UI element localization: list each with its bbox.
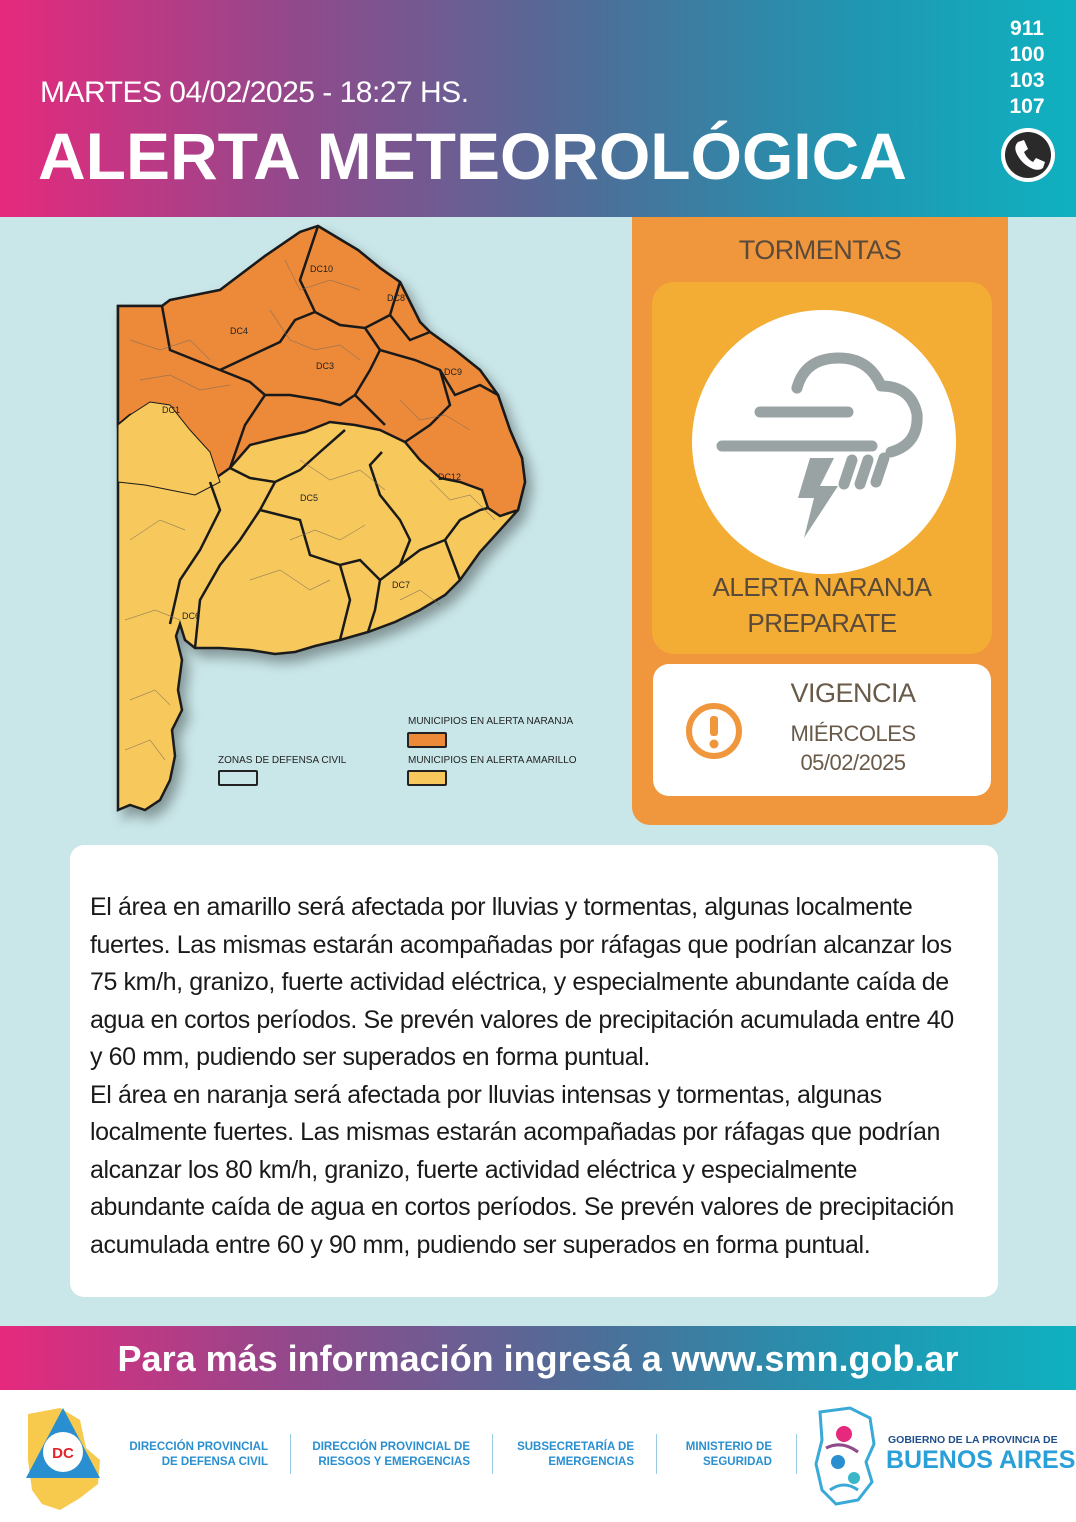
org-defensa-civil	[118, 1440, 268, 1470]
alert-level: ALERTA NARANJA	[712, 572, 932, 602]
org-line: DIRECCIÓN PROVINCIAL DE	[312, 1441, 470, 1453]
zone-label: DC1	[162, 405, 181, 415]
org-line: EMERGENCIAS	[548, 1456, 634, 1468]
legend-zones-swatch	[218, 770, 258, 786]
divider	[290, 1434, 291, 1474]
description-orange: El área en naranja será afectada por lluvias intensas y tormentas, algunas localmente fuertes. Las mismas estarán acompañadas por ráfagas que podrían alcanzar los 80 km/h, granizo, fuerte actividad eléctrica y especialmente abundante caída de agua en cortos períodos. Se prevén valores de precipitación acumulada entre 60 y 90 mm, pudiendo ser superados en forma puntual.	[90, 1080, 954, 1259]
map-svg	[100, 220, 640, 830]
validity-box	[653, 664, 991, 796]
hazard-type: TORMENTAS	[738, 235, 902, 265]
phone-number: 103	[1009, 69, 1045, 92]
info-banner	[0, 1326, 1076, 1390]
org-line: SEGURIDAD	[702, 1456, 772, 1468]
phone-number: 100	[1009, 43, 1045, 66]
legend-orange-label: MUNICIPIOS EN ALERTA NARANJA	[408, 716, 574, 727]
legend-zones-label: ZONAS DE DEFENSA CIVIL	[218, 755, 347, 766]
validity-date: 05/02/2025	[800, 750, 906, 775]
zone-label: DC5	[300, 493, 319, 503]
legend-orange-swatch	[407, 732, 447, 748]
zone-label: DC9	[444, 367, 463, 377]
zone-label: DC4	[230, 326, 249, 336]
org-riesgos	[300, 1440, 470, 1470]
org-line: MINISTERIO DE	[685, 1441, 772, 1453]
divider	[796, 1434, 797, 1474]
dc-logo-text: DC	[52, 1445, 74, 1462]
gov-line1: GOBIERNO DE LA PROVINCIA DE	[888, 1434, 1058, 1446]
divider	[656, 1434, 657, 1474]
org-line: DIRECCIÓN PROVINCIAL	[129, 1441, 268, 1453]
gov-line2: BUENOS AIRES	[886, 1446, 1076, 1474]
org-line: SUBSECRETARÍA DE	[517, 1441, 634, 1453]
alert-date: MARTES 04/02/2025 - 18:27 HS.	[40, 76, 469, 109]
footer	[0, 1390, 1076, 1522]
zone-label: DC12	[438, 472, 462, 482]
legend-yellow-swatch	[407, 770, 447, 786]
phone-icon	[999, 126, 1057, 184]
description-box	[70, 845, 998, 1297]
alert-card	[632, 217, 1008, 825]
alert-level-panel	[652, 282, 992, 654]
zone-label: DC3	[316, 361, 335, 371]
page-title: ALERTA METEOROLÓGICA	[38, 119, 907, 193]
storm-cloud-icon	[692, 310, 956, 574]
zone-label: DC10	[310, 264, 334, 274]
defensa-civil-logo	[20, 1400, 106, 1514]
zone-label: DC7	[392, 580, 411, 590]
info-link-text[interactable]: Para más información ingresá a www.smn.gob.ar	[117, 1338, 959, 1379]
storm-icon-circle	[692, 310, 956, 574]
divider	[492, 1434, 493, 1474]
province-alert-map	[100, 220, 640, 830]
org-line: DE DEFENSA CIVIL	[161, 1456, 268, 1468]
emergency-phones	[996, 16, 1058, 120]
alert-action: PREPARATE	[747, 608, 897, 638]
zone-label: DC6	[182, 611, 201, 621]
description-text	[90, 889, 970, 1264]
legend-yellow-label: MUNICIPIOS EN ALERTA AMARILLO	[408, 755, 577, 766]
phone-number: 911	[1010, 17, 1044, 40]
org-ministerio	[664, 1440, 772, 1470]
phone-number: 107	[1009, 95, 1045, 118]
org-subsecretaria	[500, 1440, 634, 1470]
header	[0, 0, 1076, 217]
validity-title: VIGENCIA	[790, 678, 916, 708]
org-line: RIESGOS Y EMERGENCIAS	[318, 1456, 470, 1468]
validity-day: MIÉRCOLES	[790, 721, 916, 746]
description-yellow: El área en amarillo será afectada por lluvias y tormentas, algunas localmente fuertes. Las mismas estarán acompañadas por ráfagas que podrían alcanzar los 75 km/h, granizo, fuerte actividad eléctrica, y especialmente abundante caída de agua en cortos períodos. Se prevén valores de precipitación acumulada entre 40 y 60 mm, pudiendo ser superados en forma puntual.	[90, 893, 954, 1071]
buenos-aires-emblem	[810, 1404, 882, 1508]
zone-label: DC8	[387, 293, 406, 303]
